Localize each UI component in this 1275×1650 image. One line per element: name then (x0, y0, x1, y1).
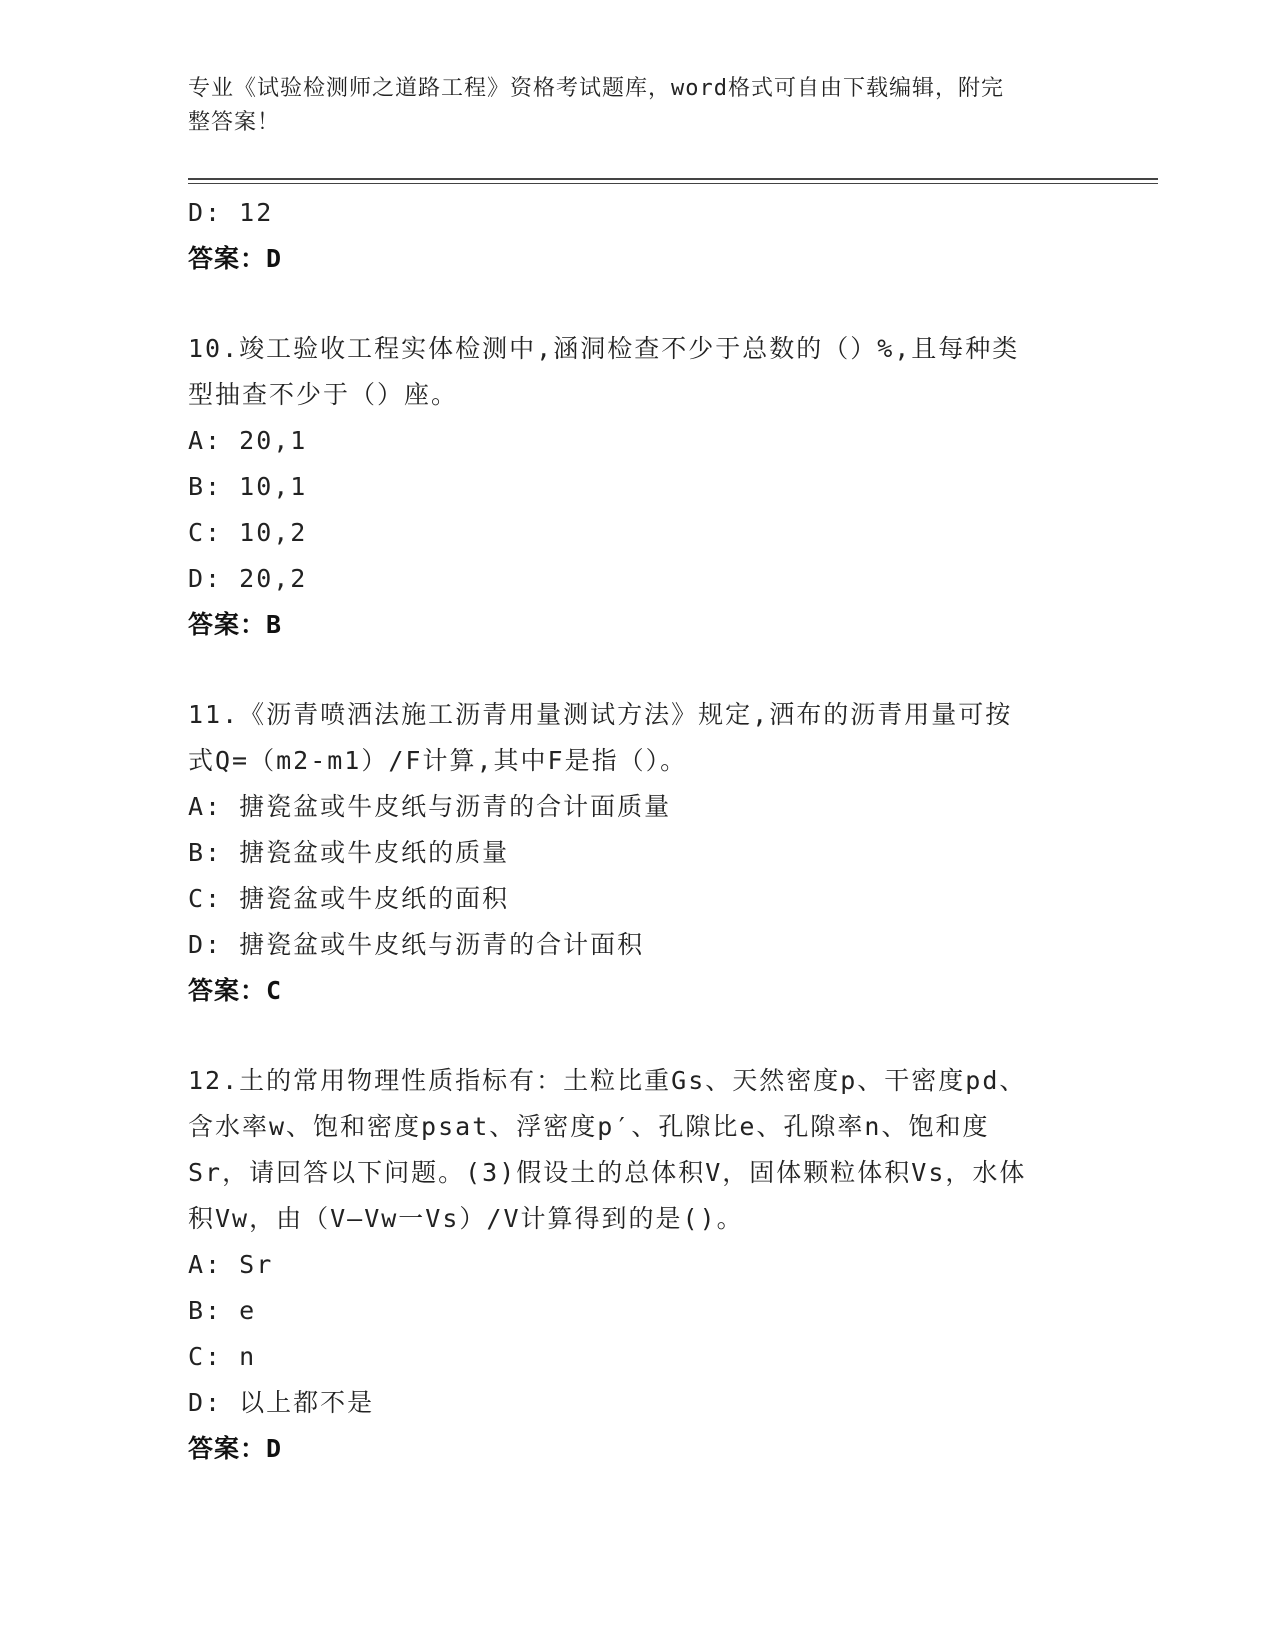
question-10-option-a: A: 20,1 (188, 426, 308, 455)
question-12-stem-line-1: 12.土的常用物理性质指标有：土粒比重Gs、天然密度p、干密度pd、 (188, 1066, 1027, 1095)
question-10-option-b: B: 10,1 (188, 472, 308, 501)
question-10-answer: 答案：B (188, 610, 283, 639)
question-10-option-c: C: 10,2 (188, 518, 308, 547)
header-line-1: 专业《试验检测师之道路工程》资格考试题库，word格式可自由下载编辑，附完 (188, 76, 1004, 101)
prev-option-d: D: 12 (188, 198, 274, 227)
question-10-stem-line-2: 型抽查不少于（）座。 (188, 380, 459, 409)
question-12-stem-line-4: 积Vw，由（V—Vw一Vs）/V计算得到的是()。 (188, 1204, 744, 1233)
question-11-stem-line-2: 式Q=（m2-m1）/F计算,其中F是指（）。 (188, 746, 688, 775)
question-12-option-a: A: Sr (188, 1250, 274, 1279)
question-content (188, 190, 1088, 1472)
question-11-option-a: A: 搪瓷盆或牛皮纸与沥青的合计面质量 (188, 792, 672, 821)
spacer (188, 282, 1088, 326)
question-11-option-d: D: 搪瓷盆或牛皮纸与沥青的合计面积 (188, 930, 645, 959)
question-10 (188, 326, 1088, 648)
page-header (188, 72, 1088, 140)
header-rule-thick (188, 178, 1158, 180)
question-12-stem-line-3: Sr，请回答以下问题。(3)假设土的总体积V，固体颗粒体积Vs，水体 (188, 1158, 1027, 1187)
question-12-option-d: D: 以上都不是 (188, 1388, 375, 1417)
header-line-2: 整答案！ (188, 110, 281, 135)
question-11-option-c: C: 搪瓷盆或牛皮纸的面积 (188, 884, 510, 913)
header-rule-thin (188, 183, 1158, 184)
question-12-answer: 答案：D (188, 1434, 283, 1463)
question-11-option-b: B: 搪瓷盆或牛皮纸的质量 (188, 838, 510, 867)
question-12-option-b: B: e (188, 1296, 257, 1325)
question-10-option-d: D: 20,2 (188, 564, 308, 593)
question-10-stem-line-1: 10.竣工验收工程实体检测中,涵洞检查不少于总数的（）%,且每种类 (188, 334, 1020, 363)
question-11-stem-line-1: 11.《沥青喷洒法施工沥青用量测试方法》规定,洒布的沥青用量可按 (188, 700, 1013, 729)
question-11 (188, 692, 1088, 1014)
prev-answer: 答案：D (188, 244, 283, 273)
spacer (188, 648, 1088, 692)
spacer (188, 1014, 1088, 1058)
question-12-option-c: C: n (188, 1342, 257, 1371)
question-12-stem-line-2: 含水率w、饱和密度psat、浮密度p′、孔隙比e、孔隙率n、饱和度 (188, 1112, 990, 1141)
question-11-answer: 答案：C (188, 976, 283, 1005)
question-12 (188, 1058, 1088, 1472)
